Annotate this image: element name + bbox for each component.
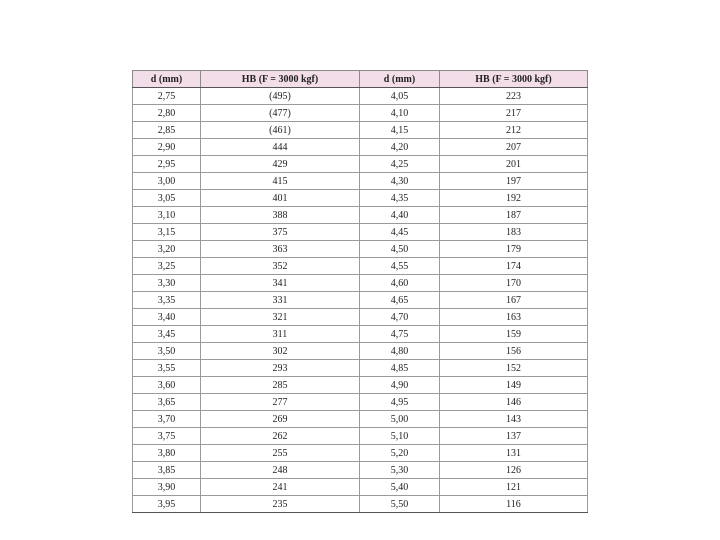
table-row [133,258,588,275]
table-row [133,377,588,394]
hardness-cell: 207 [440,139,588,156]
diameter-cell: 3,95 [133,496,201,513]
hardness-cell: (461) [201,122,360,139]
hardness-cell: 217 [440,105,588,122]
header-cell-hardness-1: HB (F = 3000 kgf) [201,71,360,88]
table-row [133,190,588,207]
hardness-cell: 375 [201,224,360,241]
hardness-cell: 235 [201,496,360,513]
table-row [133,156,588,173]
hardness-cell: 146 [440,394,588,411]
diameter-cell: 2,80 [133,105,201,122]
diameter-cell: 3,45 [133,326,201,343]
table-row [133,411,588,428]
hardness-cell: 152 [440,360,588,377]
diameter-cell: 3,60 [133,377,201,394]
table-row [133,292,588,309]
hardness-cell: 131 [440,445,588,462]
diameter-cell: 2,75 [133,88,201,105]
hardness-cell: 223 [440,88,588,105]
hardness-cell: 126 [440,462,588,479]
diameter-cell: 4,30 [360,173,440,190]
hardness-cell: 248 [201,462,360,479]
diameter-cell: 2,85 [133,122,201,139]
hardness-cell: 163 [440,309,588,326]
diameter-cell: 3,50 [133,343,201,360]
diameter-cell: 3,35 [133,292,201,309]
diameter-cell: 4,85 [360,360,440,377]
diameter-cell: 2,90 [133,139,201,156]
diameter-cell: 4,20 [360,139,440,156]
hardness-cell: 285 [201,377,360,394]
header-cell-hardness-2: HB (F = 3000 kgf) [440,71,588,88]
diameter-cell: 5,00 [360,411,440,428]
hardness-cell: 341 [201,275,360,292]
diameter-cell: 4,60 [360,275,440,292]
hardness-cell: 197 [440,173,588,190]
hardness-cell: 241 [201,479,360,496]
hardness-cell: 429 [201,156,360,173]
diameter-cell: 5,50 [360,496,440,513]
table-row [133,479,588,496]
diameter-cell: 5,40 [360,479,440,496]
diameter-cell: 4,70 [360,309,440,326]
diameter-cell: 4,25 [360,156,440,173]
diameter-cell: 4,95 [360,394,440,411]
hardness-cell: (495) [201,88,360,105]
hardness-cell: 444 [201,139,360,156]
header-cell-diameter-2: d (mm) [360,71,440,88]
hardness-cell: 187 [440,207,588,224]
hardness-cell: 388 [201,207,360,224]
diameter-cell: 4,50 [360,241,440,258]
table-row [133,343,588,360]
hardness-cell: 255 [201,445,360,462]
hardness-cell: 116 [440,496,588,513]
table-row [133,360,588,377]
diameter-cell: 5,10 [360,428,440,445]
table-row [133,122,588,139]
diameter-cell: 3,05 [133,190,201,207]
table-row [133,445,588,462]
hardness-cell: 352 [201,258,360,275]
diameter-cell: 4,90 [360,377,440,394]
hardness-cell: 302 [201,343,360,360]
table-row [133,326,588,343]
hardness-cell: 149 [440,377,588,394]
hardness-cell: 293 [201,360,360,377]
diameter-cell: 3,55 [133,360,201,377]
table-row [133,462,588,479]
diameter-cell: 4,40 [360,207,440,224]
diameter-cell: 2,95 [133,156,201,173]
table-row [133,275,588,292]
table-row [133,139,588,156]
table-row [133,224,588,241]
diameter-cell: 3,25 [133,258,201,275]
hardness-cell: 201 [440,156,588,173]
hardness-cell: 143 [440,411,588,428]
hardness-cell: 156 [440,343,588,360]
header-row [133,71,588,88]
diameter-cell: 3,70 [133,411,201,428]
hardness-cell: 170 [440,275,588,292]
table-row [133,428,588,445]
hardness-cell: 311 [201,326,360,343]
hardness-cell: 262 [201,428,360,445]
hardness-cell: (477) [201,105,360,122]
hardness-cell: 121 [440,479,588,496]
diameter-cell: 3,65 [133,394,201,411]
header-cell-diameter-1: d (mm) [133,71,201,88]
table-row [133,496,588,513]
table-row [133,207,588,224]
hardness-cell: 269 [201,411,360,428]
hardness-cell: 179 [440,241,588,258]
diameter-cell: 4,65 [360,292,440,309]
hardness-cell: 331 [201,292,360,309]
hardness-cell: 183 [440,224,588,241]
diameter-cell: 3,30 [133,275,201,292]
diameter-cell: 5,30 [360,462,440,479]
hardness-cell: 321 [201,309,360,326]
hardness-cell: 137 [440,428,588,445]
hardness-cell: 212 [440,122,588,139]
hardness-cell: 174 [440,258,588,275]
hardness-cell: 401 [201,190,360,207]
diameter-cell: 4,80 [360,343,440,360]
hardness-cell: 277 [201,394,360,411]
diameter-cell: 3,90 [133,479,201,496]
table-row [133,309,588,326]
diameter-cell: 3,15 [133,224,201,241]
diameter-cell: 5,20 [360,445,440,462]
hardness-cell: 415 [201,173,360,190]
diameter-cell: 4,75 [360,326,440,343]
brinell-hardness-table [132,70,588,513]
diameter-cell: 3,75 [133,428,201,445]
diameter-cell: 3,85 [133,462,201,479]
table-row [133,241,588,258]
table-row [133,173,588,190]
table-header [133,71,588,88]
hardness-cell: 192 [440,190,588,207]
diameter-cell: 3,80 [133,445,201,462]
diameter-cell: 4,15 [360,122,440,139]
hardness-cell: 363 [201,241,360,258]
table-body [133,88,588,513]
diameter-cell: 4,35 [360,190,440,207]
diameter-cell: 4,10 [360,105,440,122]
diameter-cell: 3,10 [133,207,201,224]
table-row [133,88,588,105]
diameter-cell: 4,45 [360,224,440,241]
hardness-cell: 159 [440,326,588,343]
table-row [133,394,588,411]
diameter-cell: 3,00 [133,173,201,190]
table-row [133,105,588,122]
diameter-cell: 4,05 [360,88,440,105]
diameter-cell: 4,55 [360,258,440,275]
hardness-cell: 167 [440,292,588,309]
diameter-cell: 3,20 [133,241,201,258]
diameter-cell: 3,40 [133,309,201,326]
